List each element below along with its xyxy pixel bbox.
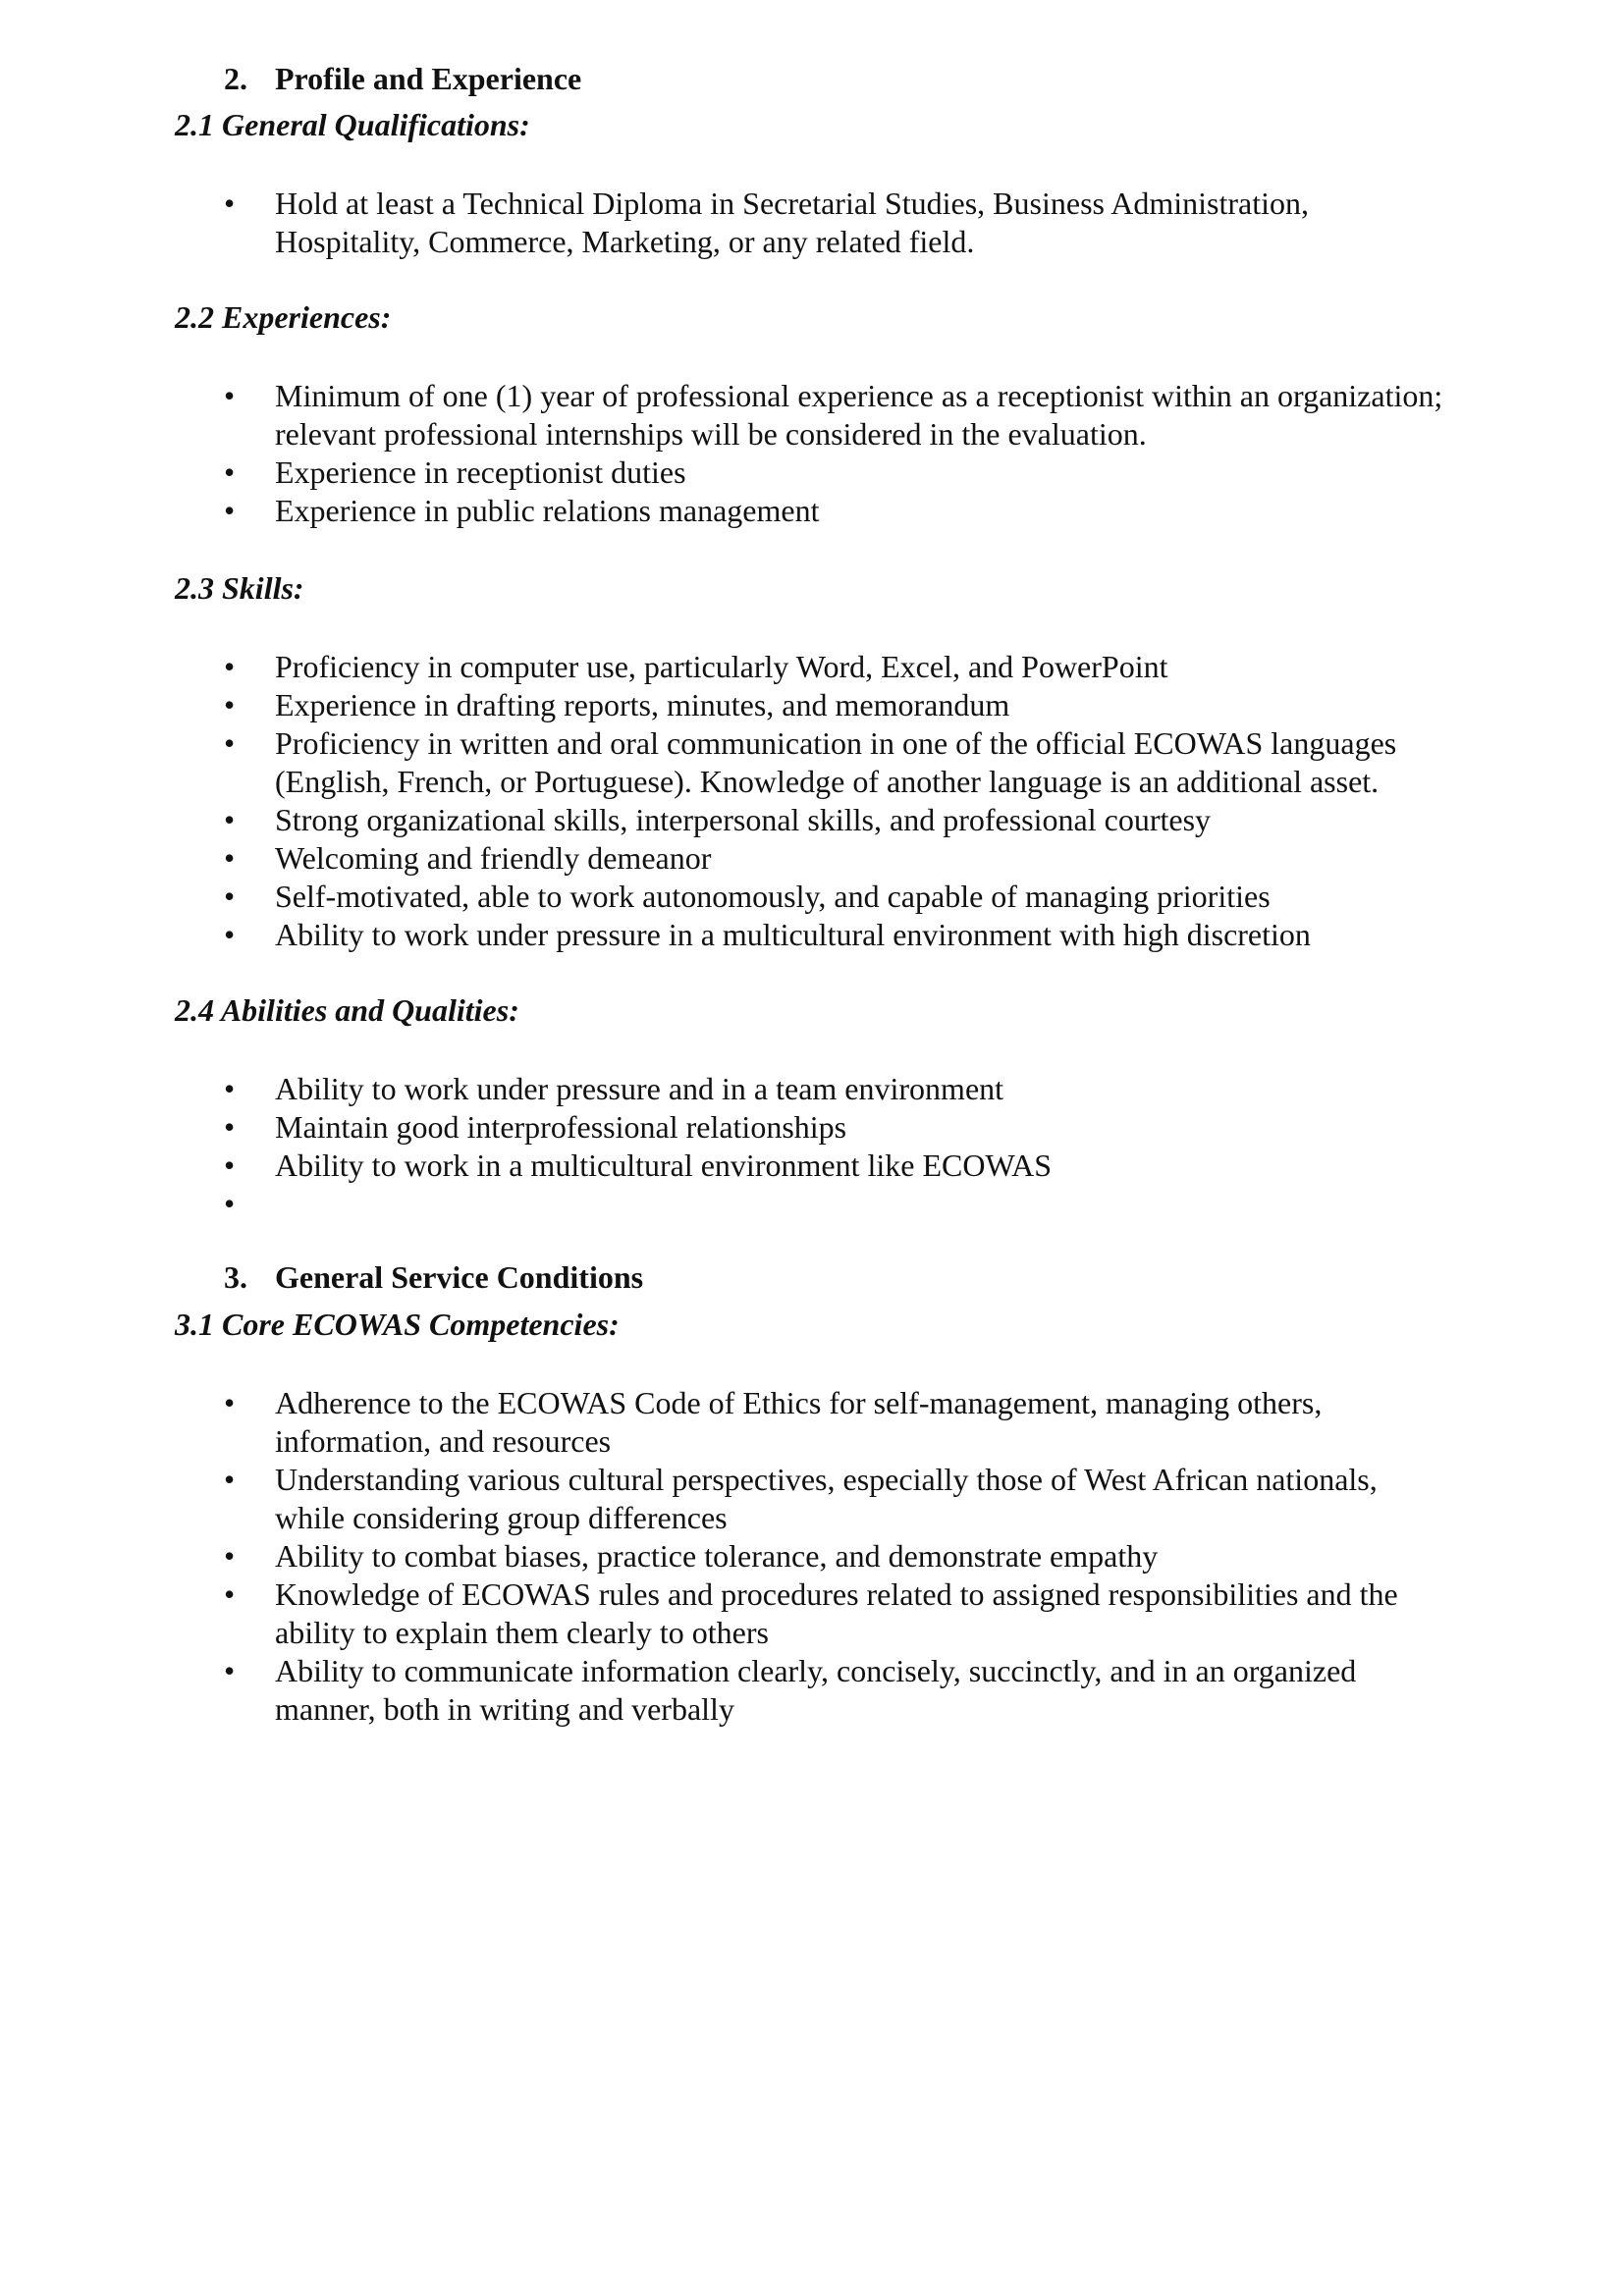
bullet-icon: • — [224, 454, 236, 490]
subsection-heading: 2.2 Experiences: — [175, 299, 392, 335]
list-item — [0, 492, 1453, 530]
bullet-list — [0, 1384, 1453, 1729]
bullet-icon: • — [224, 725, 236, 761]
list-item — [0, 1575, 1453, 1652]
list-item-text: Ability to work under pressure in a multicultural environment with high discretion — [275, 917, 1311, 952]
list-item-text: Minimum of one (1) year of professional experience as a receptionist within an organization; relevant professional internships will be considered in the evaluation. — [275, 378, 1443, 452]
list-item-text: Welcoming and friendly demeanor — [275, 840, 712, 876]
list-item — [0, 1147, 1453, 1185]
bullet-icon: • — [224, 649, 236, 684]
list-item — [0, 1652, 1453, 1729]
list-item — [0, 1108, 1453, 1147]
subsection-heading: 2.3 Skills: — [175, 570, 304, 606]
list-item — [0, 916, 1453, 954]
list-item-text: Ability to work in a multicultural environment like ECOWAS — [275, 1148, 1052, 1183]
list-item — [0, 1537, 1453, 1575]
bullet-icon: • — [224, 802, 236, 837]
list-item-text: Hold at least a Technical Diploma in Secretarial Studies, Business Administration, Hospitality, Commerce, Marketing, or any related field. — [275, 186, 1309, 259]
list-item — [0, 878, 1453, 916]
section-title: General Service Conditions — [275, 1259, 644, 1295]
list-item — [0, 724, 1453, 801]
list-item — [0, 648, 1453, 686]
section-number: 3. — [224, 1259, 247, 1295]
list-item-text: Experience in receptionist duties — [275, 454, 686, 490]
list-item-text: Self-motivated, able to work autonomously, and capable of managing priorities — [275, 879, 1271, 914]
subsection-heading: 2.4 Abilities and Qualities: — [175, 992, 519, 1028]
bullet-icon: • — [224, 493, 236, 528]
bullet-icon: • — [224, 1538, 236, 1574]
bullet-list — [0, 1070, 1453, 1223]
list-item-text: Strong organizational skills, interpersonal skills, and professional courtesy — [275, 802, 1212, 837]
list-item-text: Experience in drafting reports, minutes, and memorandum — [275, 687, 1010, 722]
bullet-icon: • — [224, 840, 236, 876]
bullet-icon: • — [224, 687, 236, 722]
list-item-text: Ability to communicate information clearly, concisely, succinctly, and in an organized manner, both in writing and verbally — [275, 1653, 1357, 1727]
list-item-text: Knowledge of ECOWAS rules and procedures related to assigned responsibilities and the ability to explain them clearly to others — [275, 1576, 1398, 1650]
bullet-list — [0, 648, 1453, 954]
list-item-text: Experience in public relations management — [275, 493, 820, 528]
list-item — [0, 686, 1453, 724]
subsection-heading: 3.1 Core ECOWAS Competencies: — [175, 1307, 620, 1342]
list-item — [0, 185, 1453, 261]
list-item — [0, 839, 1453, 878]
list-item-text: Ability to combat biases, practice tolerance, and demonstrate empathy — [275, 1538, 1159, 1574]
bullet-icon: • — [224, 1148, 236, 1183]
list-item — [0, 1384, 1453, 1461]
bullet-icon: • — [224, 1109, 236, 1145]
bullet-icon: • — [224, 1385, 236, 1420]
subsection-heading: 2.1 General Qualifications: — [175, 107, 530, 142]
list-item — [0, 1185, 1453, 1223]
list-item-text: Proficiency in computer use, particularly Word, Excel, and PowerPoint — [275, 649, 1168, 684]
bullet-icon: • — [224, 1186, 236, 1221]
bullet-icon: • — [224, 1576, 236, 1612]
list-item — [0, 1070, 1453, 1108]
bullet-icon: • — [224, 917, 236, 952]
list-item-text: Understanding various cultural perspectives, especially those of West African nationals, while considering group differences — [275, 1462, 1378, 1535]
bullet-icon: • — [224, 378, 236, 413]
section-number: 2. — [224, 61, 247, 96]
bullet-list — [0, 377, 1453, 530]
bullet-icon: • — [224, 1462, 236, 1497]
list-item-text: Proficiency in written and oral communication in one of the official ECOWAS languages (English, French, or Portuguese). Knowledge of another language is an additional asset. — [275, 725, 1397, 799]
list-item — [0, 801, 1453, 839]
bullet-list — [0, 185, 1453, 261]
list-item — [0, 1461, 1453, 1537]
section-title: Profile and Experience — [275, 61, 582, 96]
list-item-text: Ability to work under pressure and in a team environment — [275, 1071, 1004, 1106]
bullet-icon: • — [224, 1071, 236, 1106]
list-item-text: Adherence to the ECOWAS Code of Ethics for self-management, managing others, information, and resources — [275, 1385, 1323, 1459]
list-item — [0, 454, 1453, 492]
bullet-icon: • — [224, 1653, 236, 1688]
list-item-text: Maintain good interprofessional relationships — [275, 1109, 847, 1145]
bullet-icon: • — [224, 879, 236, 914]
list-item — [0, 377, 1453, 454]
bullet-icon: • — [224, 186, 236, 221]
